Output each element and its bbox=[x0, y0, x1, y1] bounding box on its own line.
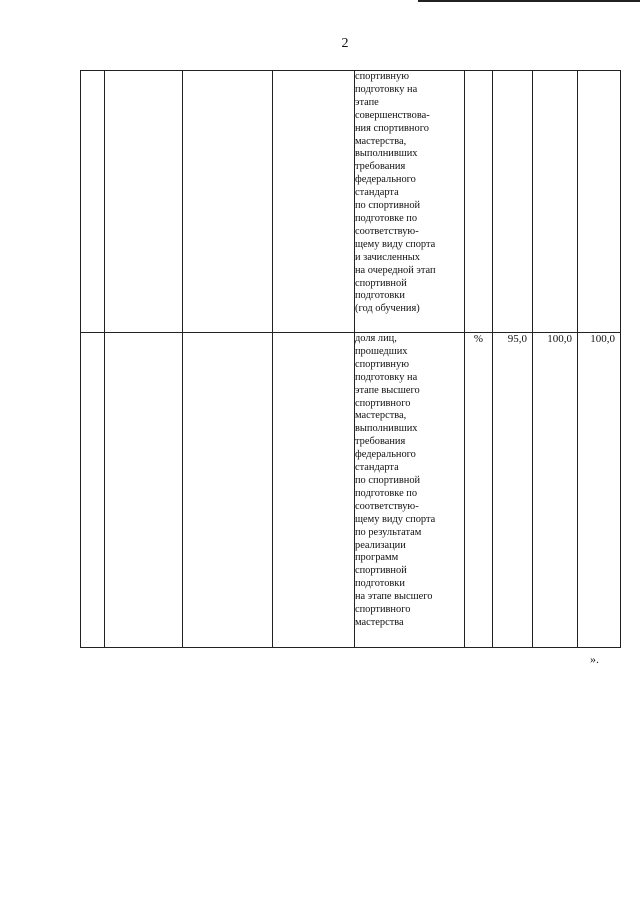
table-row bbox=[81, 333, 621, 648]
empty-cell bbox=[81, 71, 105, 333]
top-rule bbox=[418, 0, 640, 2]
value-cell: 100,0 bbox=[578, 333, 621, 648]
empty-cell bbox=[273, 71, 355, 333]
unit-cell bbox=[465, 71, 493, 333]
empty-cell bbox=[273, 333, 355, 648]
page-number: 2 bbox=[341, 36, 349, 51]
unit-cell: % bbox=[465, 333, 493, 648]
empty-cell bbox=[183, 71, 273, 333]
indicator-description: спортивную подготовку на этапе совершенствова- ния спортивного мастерства, выполнивших требования федерального стандарта по спортивной подготовке по соответствую- щему виду спорта и зачисленных на очередной этап спортивной подготовки (год обучения) bbox=[355, 71, 465, 333]
value-cell bbox=[493, 71, 533, 333]
indicator-table bbox=[80, 70, 621, 648]
empty-cell bbox=[105, 71, 183, 333]
value-cell bbox=[533, 71, 578, 333]
empty-cell bbox=[183, 333, 273, 648]
table-row bbox=[81, 71, 621, 333]
value-cell: 100,0 bbox=[533, 333, 578, 648]
value-cell: 95,0 bbox=[493, 333, 533, 648]
value-cell bbox=[578, 71, 621, 333]
empty-cell bbox=[105, 333, 183, 648]
closing-quote: ». bbox=[590, 652, 599, 666]
empty-cell bbox=[81, 333, 105, 648]
indicator-description: доля лиц, прошедших спортивную подготовку на этапе высшего спортивного мастерства, выполнивших требования федерального стандарта по спортивной подготовке по соответствую- щему виду спорта по результатам реализации программ спортивной подготовки на этапе высшего спортивного мастерства bbox=[355, 333, 465, 648]
